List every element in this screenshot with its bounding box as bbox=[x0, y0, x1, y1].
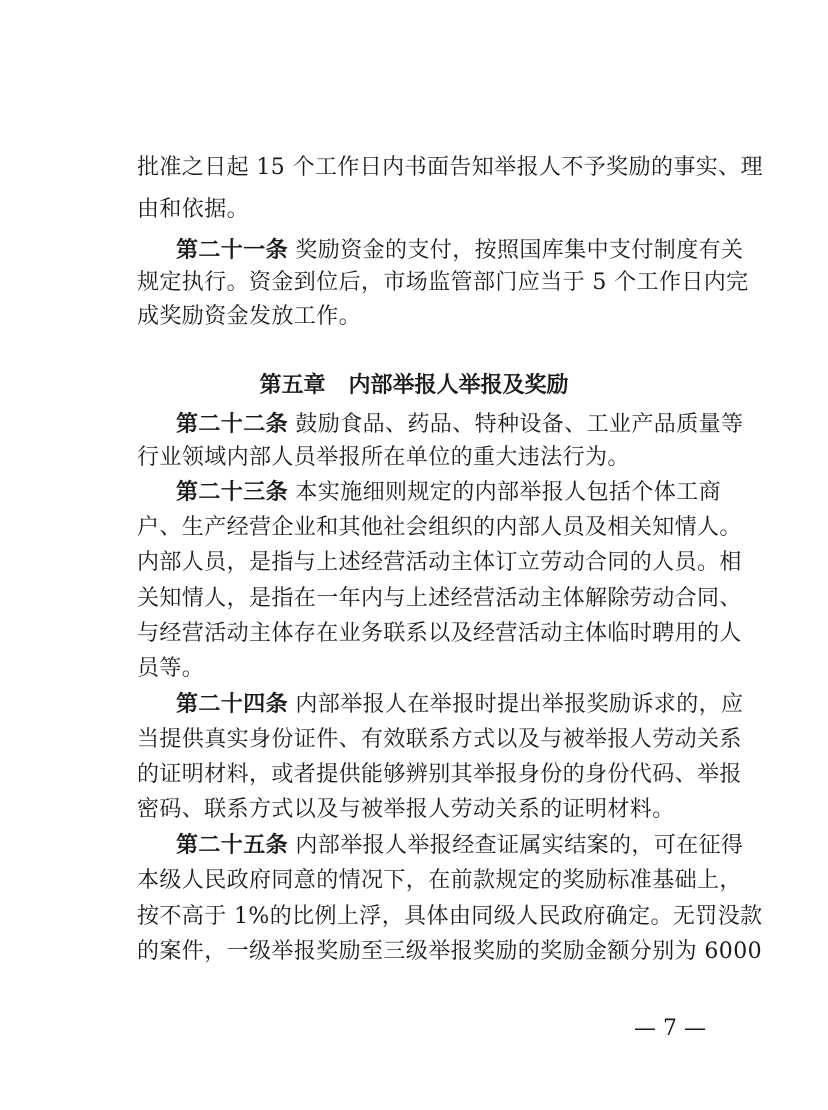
line-text: 的案件，一级举报奖励至三级举报奖励的奖励金额分别为 6000 bbox=[137, 939, 762, 964]
line-text: 按不高于 1%的比例上浮，具体由同级人民政府确定。无罚没款 bbox=[137, 904, 763, 929]
line-text: 内部人员，是指与上述经营活动主体订立劳动合同的人员。相 bbox=[137, 550, 742, 575]
article-number: 第二十一条 bbox=[176, 238, 289, 263]
line-text: 内部举报人在举报时提出举报奖励诉求的，应 bbox=[288, 692, 744, 717]
text-line bbox=[137, 584, 742, 614]
line-text: 规定执行。资金到位后，市场监管部门应当于 5 个工作日内完 bbox=[137, 270, 749, 295]
page-number: — 7 — bbox=[634, 1016, 706, 1041]
article-first-line bbox=[176, 410, 744, 440]
article-first-line bbox=[176, 831, 744, 861]
line-text: 行业领域内部人员举报所在单位的重大违法行为。 bbox=[137, 445, 630, 470]
text-line bbox=[137, 725, 742, 755]
line-text: 由和依据。 bbox=[137, 197, 250, 222]
text-line bbox=[137, 443, 721, 473]
text-line bbox=[137, 268, 749, 298]
text-line bbox=[137, 866, 742, 896]
text-line bbox=[137, 513, 742, 543]
line-text: 本级人民政府同意的情况下，在前款规定的奖励标准基础上， bbox=[137, 868, 742, 893]
article-number: 第二十二条 bbox=[176, 412, 289, 437]
line-text: 内部举报人举报经查证属实结案的，可在征得 bbox=[288, 833, 744, 858]
line-text: 户、生产经营企业和其他社会组织的内部人员及相关知情人。 bbox=[137, 515, 742, 540]
article-number: 第二十四条 bbox=[176, 692, 289, 717]
article-number: 第二十五条 bbox=[176, 833, 289, 858]
text-line bbox=[137, 548, 742, 578]
line-text: 本实施细则规定的内部举报人包括个体工商 bbox=[288, 480, 722, 505]
article-first-line bbox=[176, 236, 744, 266]
text-line bbox=[137, 195, 721, 225]
line-text: 成奖励资金发放工作。 bbox=[137, 304, 362, 329]
line-text: 员等。 bbox=[137, 656, 205, 681]
line-text: 批准之日起 15 个工作日内书面告知举报人不予奖励的事实、理 bbox=[137, 155, 763, 180]
article-first-line bbox=[176, 478, 721, 508]
line-text: 与经营活动主体存在业务联系以及经营活动主体临时聘用的人 bbox=[137, 621, 742, 646]
line-text: 奖励资金的支付，按照国库集中支付制度有关 bbox=[288, 238, 744, 263]
line-text: 的证明材料，或者提供能够辨别其举报身份的身份代码、举报 bbox=[137, 762, 742, 787]
text-line bbox=[137, 795, 721, 825]
text-line bbox=[137, 902, 763, 932]
chapter-heading: 第五章 内部举报人举报及奖励 bbox=[259, 373, 569, 398]
text-line bbox=[137, 937, 762, 967]
line-text: 关知情人，是指在一年内与上述经营活动主体解除劳动合同、 bbox=[137, 586, 742, 611]
text-line bbox=[137, 654, 721, 684]
article-number: 第二十三条 bbox=[176, 480, 289, 505]
text-line bbox=[137, 619, 742, 649]
line-text: 鼓励食品、药品、特种设备、工业产品质量等 bbox=[288, 412, 744, 437]
text-line bbox=[137, 302, 721, 332]
article-first-line bbox=[176, 690, 744, 720]
line-text: 密码、联系方式以及与被举报人劳动关系的证明材料。 bbox=[137, 797, 675, 822]
text-line bbox=[137, 760, 742, 790]
text-line bbox=[137, 153, 763, 183]
line-text: 当提供真实身份证件、有效联系方式以及与被举报人劳动关系 bbox=[137, 727, 742, 752]
